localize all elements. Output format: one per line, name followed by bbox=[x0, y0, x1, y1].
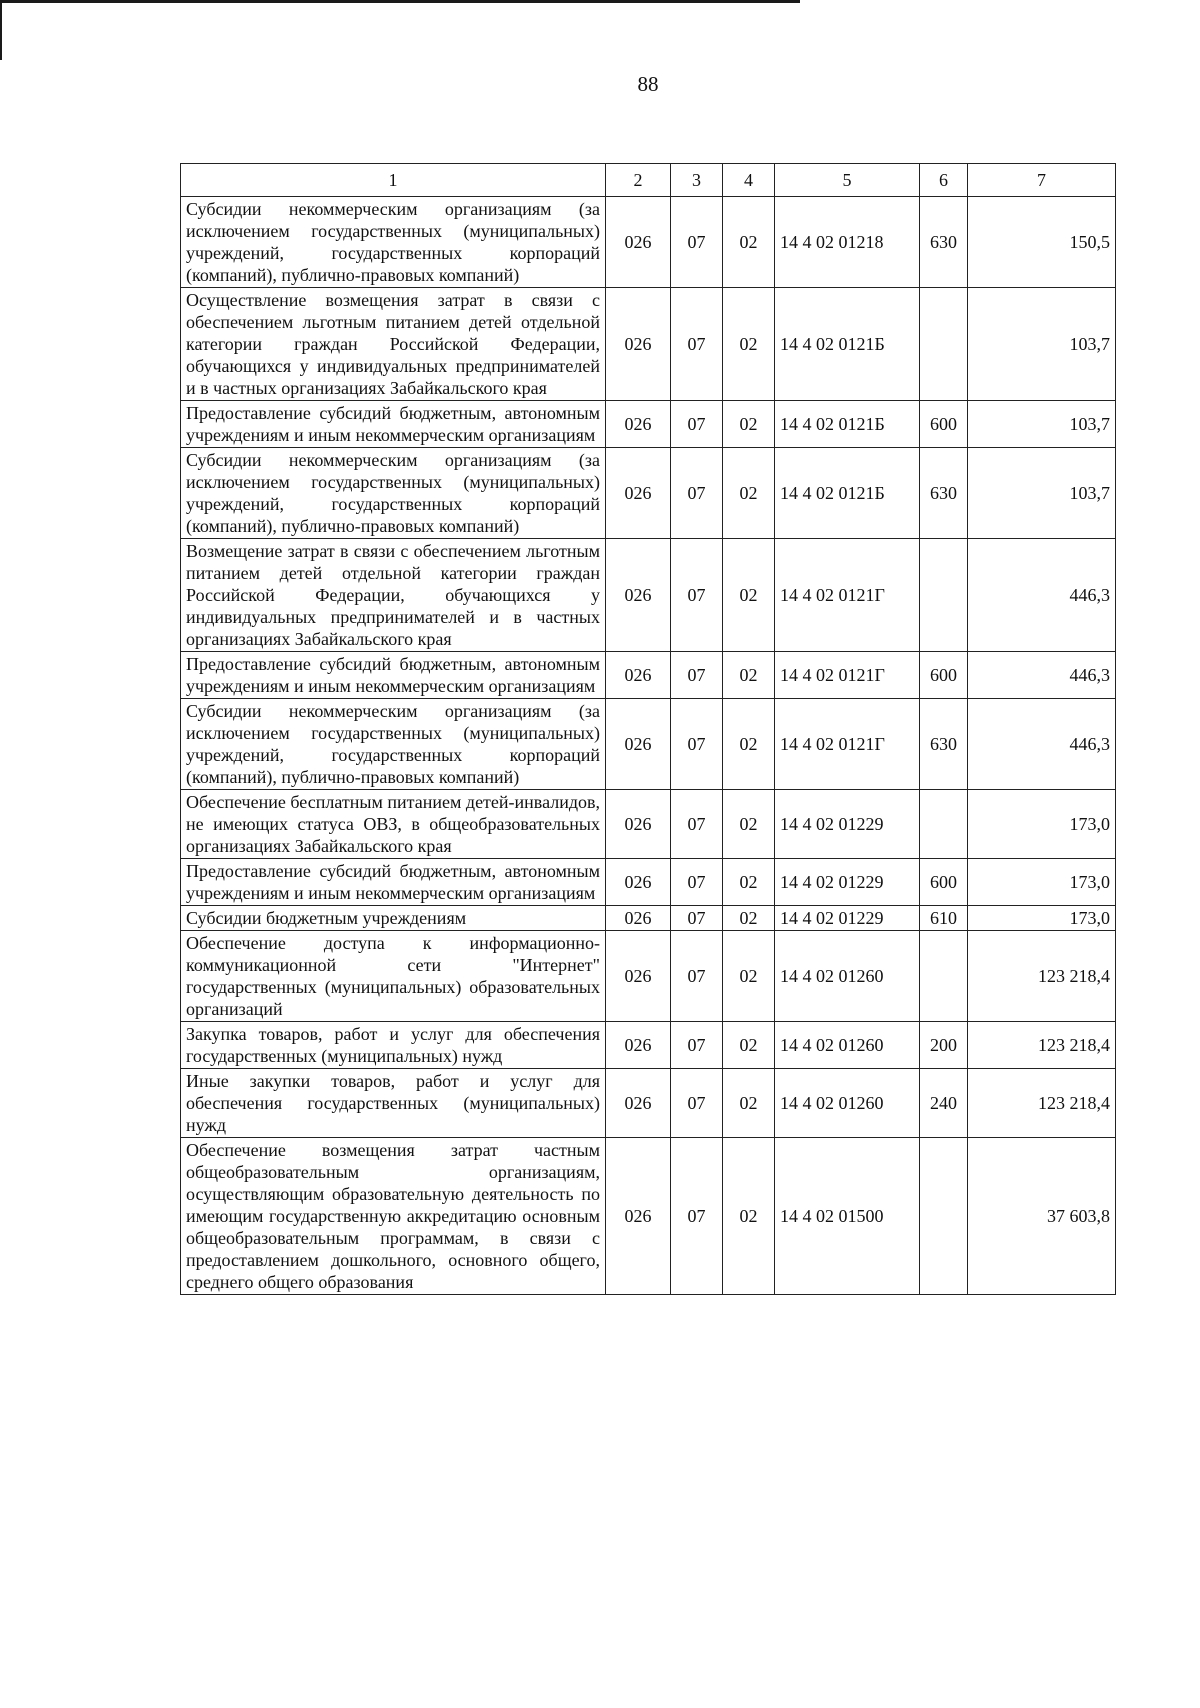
section-code: 07 bbox=[671, 790, 723, 859]
table-row bbox=[181, 539, 1116, 652]
column-header-7: 7 bbox=[968, 164, 1116, 197]
section-code: 07 bbox=[671, 699, 723, 790]
table-row bbox=[181, 790, 1116, 859]
amount: 103,7 bbox=[968, 288, 1116, 401]
ministry-code: 026 bbox=[606, 401, 671, 448]
table-row bbox=[181, 1138, 1116, 1295]
table-row bbox=[181, 906, 1116, 931]
ministry-code: 026 bbox=[606, 448, 671, 539]
amount: 446,3 bbox=[968, 652, 1116, 699]
subsection-code: 02 bbox=[723, 699, 775, 790]
row-description: Субсидии бюджетным учреждениям bbox=[181, 906, 606, 931]
subsection-code: 02 bbox=[723, 401, 775, 448]
row-description: Закупка товаров, работ и услуг для обеспечения государственных (муниципальных) нужд bbox=[181, 1022, 606, 1069]
target-article-code: 14 4 02 01218 bbox=[775, 197, 920, 288]
table-row bbox=[181, 931, 1116, 1022]
section-code: 07 bbox=[671, 1138, 723, 1295]
budget-table bbox=[180, 163, 1116, 1295]
row-description: Обеспечение доступа к информационно-коммуникационной сети "Интернет" государственных (муниципальных) образовательных организаций bbox=[181, 931, 606, 1022]
row-description: Осуществление возмещения затрат в связи с обеспечением льготным питанием детей отдельной категории граждан Российской Федерации, обучающихся у индивидуальных предпринимателей и в частных организациях Забайкальского края bbox=[181, 288, 606, 401]
section-code: 07 bbox=[671, 197, 723, 288]
target-article-code: 14 4 02 0121Б bbox=[775, 448, 920, 539]
target-article-code: 14 4 02 01260 bbox=[775, 931, 920, 1022]
row-description: Предоставление субсидий бюджетным, автономным учреждениям и иным некоммерческим организациям bbox=[181, 652, 606, 699]
section-code: 07 bbox=[671, 931, 723, 1022]
row-description: Субсидии некоммерческим организациям (за исключением государственных (муниципальных) учреждений, государственных корпораций (компаний), публично-правовых компаний) bbox=[181, 448, 606, 539]
subsection-code: 02 bbox=[723, 448, 775, 539]
table-row bbox=[181, 1069, 1116, 1138]
table-row bbox=[181, 448, 1116, 539]
subsection-code: 02 bbox=[723, 790, 775, 859]
column-header-2: 2 bbox=[606, 164, 671, 197]
row-description: Субсидии некоммерческим организациям (за исключением государственных (муниципальных) учреждений, государственных корпораций (компаний), публично-правовых компаний) bbox=[181, 197, 606, 288]
table-row bbox=[181, 1022, 1116, 1069]
row-description: Субсидии некоммерческим организациям (за исключением государственных (муниципальных) учреждений, государственных корпораций (компаний), публично-правовых компаний) bbox=[181, 699, 606, 790]
section-code: 07 bbox=[671, 401, 723, 448]
amount: 123 218,4 bbox=[968, 931, 1116, 1022]
ministry-code: 026 bbox=[606, 1069, 671, 1138]
column-header-3: 3 bbox=[671, 164, 723, 197]
target-article-code: 14 4 02 01229 bbox=[775, 906, 920, 931]
subsection-code: 02 bbox=[723, 1138, 775, 1295]
subsection-code: 02 bbox=[723, 539, 775, 652]
expense-type-code bbox=[920, 931, 968, 1022]
table-row bbox=[181, 288, 1116, 401]
amount: 103,7 bbox=[968, 448, 1116, 539]
row-description: Иные закупки товаров, работ и услуг для обеспечения государственных (муниципальных) нужд bbox=[181, 1069, 606, 1138]
subsection-code: 02 bbox=[723, 859, 775, 906]
amount: 446,3 bbox=[968, 699, 1116, 790]
target-article-code: 14 4 02 0121Г bbox=[775, 652, 920, 699]
ministry-code: 026 bbox=[606, 652, 671, 699]
target-article-code: 14 4 02 0121Г bbox=[775, 699, 920, 790]
column-header-1: 1 bbox=[181, 164, 606, 197]
target-article-code: 14 4 02 01229 bbox=[775, 790, 920, 859]
page-number: 88 bbox=[637, 72, 659, 96]
column-header-4: 4 bbox=[723, 164, 775, 197]
section-code: 07 bbox=[671, 859, 723, 906]
ministry-code: 026 bbox=[606, 859, 671, 906]
amount: 37 603,8 bbox=[968, 1138, 1116, 1295]
subsection-code: 02 bbox=[723, 931, 775, 1022]
target-article-code: 14 4 02 01260 bbox=[775, 1069, 920, 1138]
expense-type-code: 630 bbox=[920, 448, 968, 539]
target-article-code: 14 4 02 01500 bbox=[775, 1138, 920, 1295]
ministry-code: 026 bbox=[606, 790, 671, 859]
ministry-code: 026 bbox=[606, 197, 671, 288]
column-header-5: 5 bbox=[775, 164, 920, 197]
header-row bbox=[181, 164, 1116, 197]
expense-type-code bbox=[920, 790, 968, 859]
ministry-code: 026 bbox=[606, 906, 671, 931]
table-row bbox=[181, 197, 1116, 288]
amount: 123 218,4 bbox=[968, 1069, 1116, 1138]
target-article-code: 14 4 02 0121Г bbox=[775, 539, 920, 652]
row-description: Предоставление субсидий бюджетным, автономным учреждениям и иным некоммерческим организациям bbox=[181, 859, 606, 906]
section-code: 07 bbox=[671, 448, 723, 539]
subsection-code: 02 bbox=[723, 906, 775, 931]
section-code: 07 bbox=[671, 1022, 723, 1069]
subsection-code: 02 bbox=[723, 1069, 775, 1138]
ministry-code: 026 bbox=[606, 288, 671, 401]
subsection-code: 02 bbox=[723, 652, 775, 699]
amount: 446,3 bbox=[968, 539, 1116, 652]
target-article-code: 14 4 02 01229 bbox=[775, 859, 920, 906]
ministry-code: 026 bbox=[606, 539, 671, 652]
section-code: 07 bbox=[671, 1069, 723, 1138]
expense-type-code: 600 bbox=[920, 859, 968, 906]
expense-type-code bbox=[920, 539, 968, 652]
amount: 173,0 bbox=[968, 906, 1116, 931]
row-description: Обеспечение возмещения затрат частным общеобразовательным организациям, осуществляющим образовательную деятельность по имеющим государственную аккредитацию основным общеобразовательным программам, в связи с предоставлением дошкольного, основного общего, среднего общего образования bbox=[181, 1138, 606, 1295]
scan-edge-left bbox=[0, 0, 2, 60]
amount: 173,0 bbox=[968, 790, 1116, 859]
table-row bbox=[181, 699, 1116, 790]
ministry-code: 026 bbox=[606, 1022, 671, 1069]
subsection-code: 02 bbox=[723, 197, 775, 288]
target-article-code: 14 4 02 0121Б bbox=[775, 401, 920, 448]
ministry-code: 026 bbox=[606, 1138, 671, 1295]
expense-type-code: 610 bbox=[920, 906, 968, 931]
subsection-code: 02 bbox=[723, 1022, 775, 1069]
subsection-code: 02 bbox=[723, 288, 775, 401]
target-article-code: 14 4 02 01260 bbox=[775, 1022, 920, 1069]
ministry-code: 026 bbox=[606, 699, 671, 790]
expense-type-code bbox=[920, 288, 968, 401]
expense-type-code: 240 bbox=[920, 1069, 968, 1138]
row-description: Обеспечение бесплатным питанием детей-инвалидов, не имеющих статуса ОВЗ, в общеобразовательных организациях Забайкальского края bbox=[181, 790, 606, 859]
table-row bbox=[181, 652, 1116, 699]
section-code: 07 bbox=[671, 652, 723, 699]
row-description: Предоставление субсидий бюджетным, автономным учреждениям и иным некоммерческим организациям bbox=[181, 401, 606, 448]
expense-type-code: 630 bbox=[920, 699, 968, 790]
column-header-6: 6 bbox=[920, 164, 968, 197]
amount: 150,5 bbox=[968, 197, 1116, 288]
expense-type-code bbox=[920, 1138, 968, 1295]
section-code: 07 bbox=[671, 288, 723, 401]
amount: 103,7 bbox=[968, 401, 1116, 448]
expense-type-code: 630 bbox=[920, 197, 968, 288]
scan-edge-top bbox=[0, 0, 800, 3]
amount: 123 218,4 bbox=[968, 1022, 1116, 1069]
expense-type-code: 200 bbox=[920, 1022, 968, 1069]
expense-type-code: 600 bbox=[920, 652, 968, 699]
table-row bbox=[181, 859, 1116, 906]
section-code: 07 bbox=[671, 906, 723, 931]
section-code: 07 bbox=[671, 539, 723, 652]
row-description: Возмещение затрат в связи с обеспечением льготным питанием детей отдельной категории граждан Российской Федерации, обучающихся у индивидуальных предпринимателей и в частных организациях Забайкальского края bbox=[181, 539, 606, 652]
amount: 173,0 bbox=[968, 859, 1116, 906]
target-article-code: 14 4 02 0121Б bbox=[775, 288, 920, 401]
expense-type-code: 600 bbox=[920, 401, 968, 448]
table-row bbox=[181, 401, 1116, 448]
ministry-code: 026 bbox=[606, 931, 671, 1022]
